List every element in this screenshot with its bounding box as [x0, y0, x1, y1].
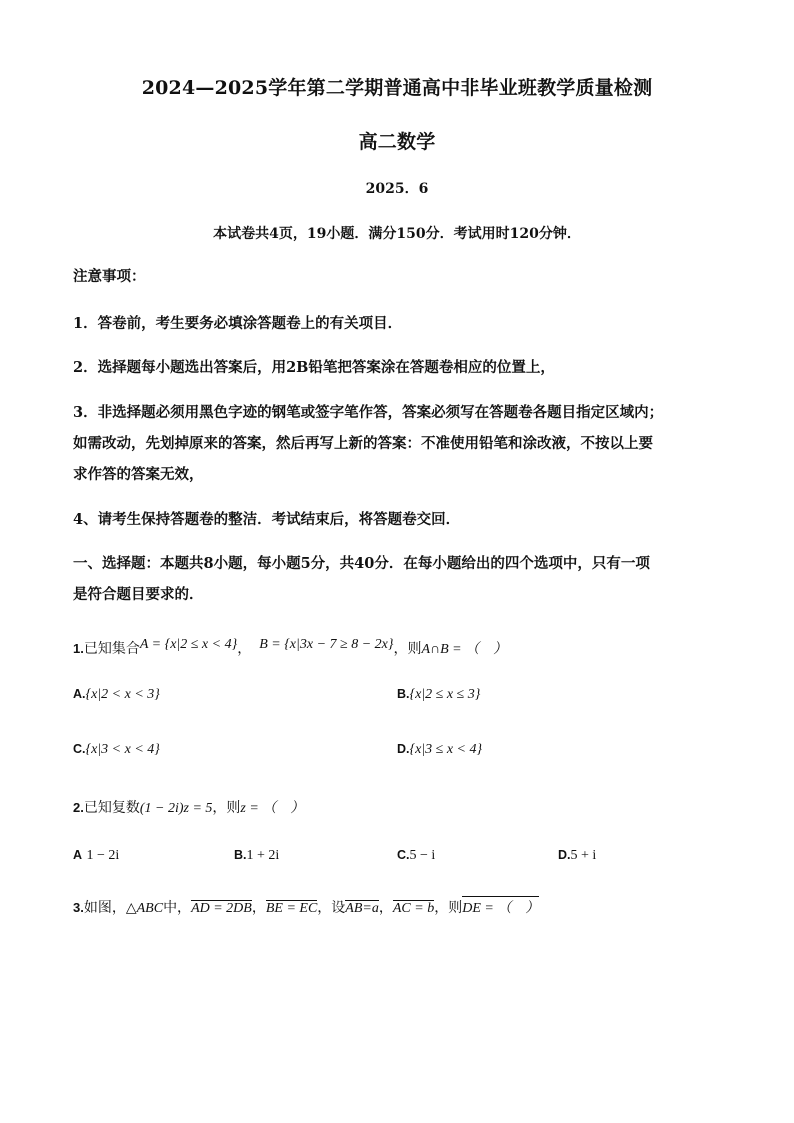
note-3-line-3: 求作答的答案无效，: [73, 466, 204, 483]
note-3-line-1: 3．非选择题必须用黑色字迹的钢笔或签字笔作答，答案必须写在答题卷各题目指定区域内；: [73, 404, 664, 421]
q2-option-b[interactable]: [234, 847, 279, 864]
option-text: 5 + i: [570, 848, 597, 863]
q1-option-c[interactable]: [73, 741, 160, 758]
q2-option-a[interactable]: [73, 847, 119, 864]
option-text: 1 + 2i: [246, 848, 280, 863]
option-label: D.: [397, 742, 410, 756]
ask-expression: z = （ ）: [240, 801, 305, 816]
triangle-expression: △ABC: [125, 901, 164, 916]
q1-option-b[interactable]: [397, 686, 480, 703]
note-2: 2．选择题每小题选出答案后，用2B铅笔把答案涂在答题卷相应的位置上，: [73, 359, 555, 376]
option-label: A.: [73, 687, 86, 701]
option-label: C.: [73, 742, 86, 756]
vector-ask-de: DE = （ ）: [462, 897, 539, 917]
question-text: ，则: [393, 641, 422, 657]
exam-subject: 高二数学: [358, 131, 436, 153]
notes-heading: 注意事项：: [73, 268, 146, 285]
note-3-line-2: 如需改动，先划掉原来的答案，然后再写上新的答案：不准使用铅笔和涂改液，不按以上要: [73, 435, 653, 452]
exam-date: 2025．6: [365, 181, 429, 197]
option-label: C.: [397, 848, 410, 862]
option-text: {x|2 ≤ x ≤ 3}: [409, 687, 481, 702]
question-2: [73, 797, 304, 817]
section-1-heading-line-1: 一、选择题：本题共8小题，每小题5分，共40分．在每小题给出的四个选项中，只有一项: [73, 555, 650, 572]
exam-intro: 本试卷共4页，19小题．满分150分．考试用时120分钟．: [213, 226, 581, 242]
option-text: {x|3 ≤ x < 4}: [409, 742, 483, 757]
q1-option-d[interactable]: [397, 741, 482, 758]
set-a-expression: A = {x|2 ≤ x < 4}: [139, 637, 238, 652]
question-text: 已知集合: [83, 641, 140, 657]
separator: ，: [251, 900, 266, 916]
question-text: ，则: [434, 900, 463, 916]
option-label: B.: [397, 687, 410, 701]
exam-title: 2024—2025学年第二学期普通高中非毕业班教学质量检测: [141, 77, 653, 99]
section-1-heading-line-2: 是符合题目要求的．: [73, 586, 204, 603]
question-text: ，设: [317, 900, 346, 916]
question-text: 中，: [163, 900, 192, 916]
option-label: B.: [234, 848, 247, 862]
set-b-expression: B = {x|3x − 7 ≥ 8 − 2x}: [259, 637, 394, 652]
vector-equation-be: BE = EC: [265, 901, 318, 916]
complex-equation: (1 − 2i)z = 5: [139, 801, 213, 816]
vector-equation-ad: AD = 2DB: [191, 901, 252, 916]
question-number: 1.: [73, 641, 84, 656]
vector-definition-ab: AB=a: [345, 901, 379, 916]
option-text: {x|3 < x < 4}: [85, 742, 160, 757]
question-text: 如图，: [83, 900, 126, 916]
option-text: 5 − i: [409, 848, 436, 863]
separator: ，: [378, 900, 393, 916]
question-text: ，则: [212, 800, 241, 816]
option-label: A: [73, 848, 83, 862]
separator: ，: [237, 641, 252, 657]
question-3: [73, 897, 539, 917]
option-text: 1 − 2i: [86, 848, 120, 863]
q2-option-c[interactable]: [397, 847, 435, 864]
option-text: {x|2 < x < 3}: [85, 687, 160, 702]
note-4: 4、请考生保持答题卷的整洁．考试结束后，将答题卷交回．: [73, 511, 461, 528]
question-text: 已知复数: [83, 800, 140, 816]
vector-definition-ac: AC = b: [392, 901, 435, 916]
option-label: D.: [558, 848, 571, 862]
question-number: 2.: [73, 800, 84, 815]
note-1: 1．答卷前，考生要务必填涂答题卷上的有关项目．: [73, 315, 403, 332]
question-1: [73, 638, 507, 658]
question-number: 3.: [73, 900, 84, 915]
q1-option-a[interactable]: [73, 686, 160, 703]
q2-option-d[interactable]: [558, 847, 596, 864]
intersection-expression: A∩B = （ ）: [421, 642, 508, 657]
